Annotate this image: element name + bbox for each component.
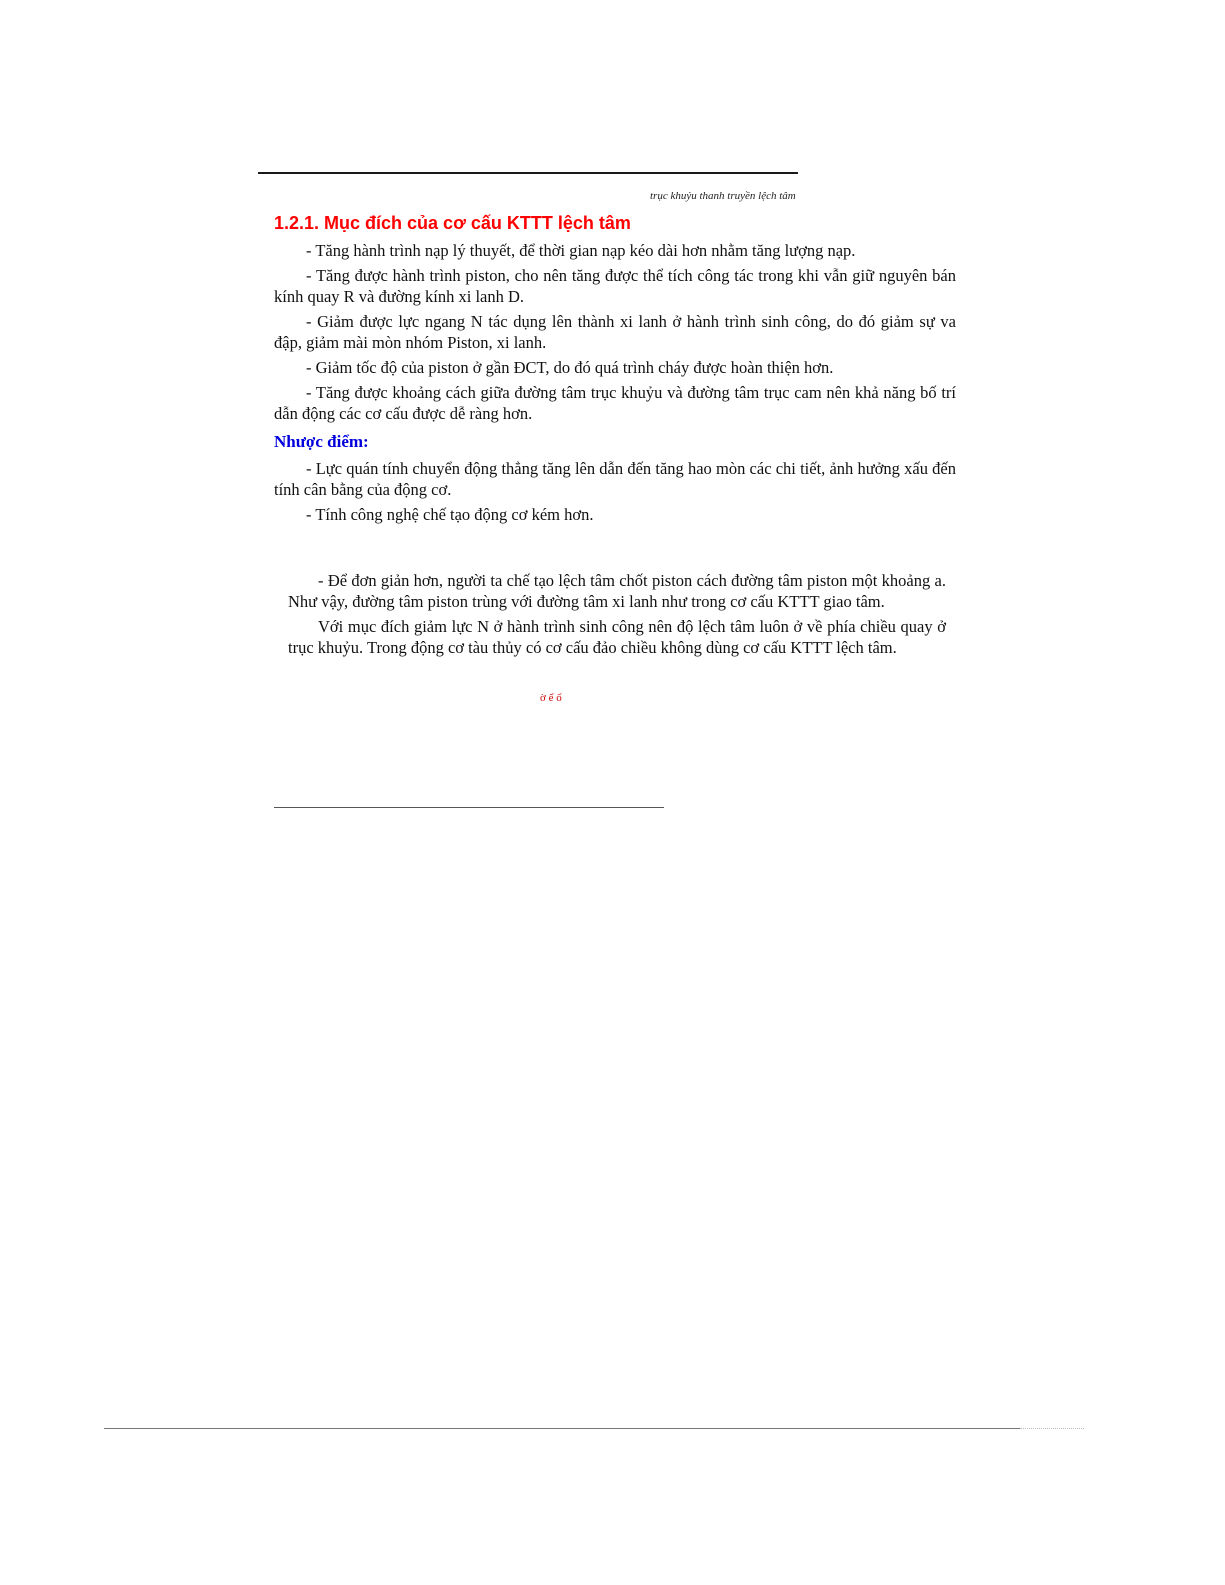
footer-divider-tail xyxy=(1020,1428,1084,1429)
note-paragraph: - Để đơn giản hơn, người ta chế tạo lệch tâm chốt piston cách đường tâm piston một khoảng a. Như vậy, đường tâm piston trùng với đường tâm xi lanh như trong cơ cấu KTTT giao tâm. xyxy=(288,571,946,611)
middle-divider xyxy=(274,807,664,808)
drawbacks-list xyxy=(274,458,956,529)
note-paragraph: Với mục đích giảm lực N ở hành trình sinh công nên độ lệch tâm luôn ở về phía chiều quay ở trục khuỷu. Trong động cơ tàu thủy có cơ cấu đảo chiều không dùng cơ cấu KTTT lệch tâm. xyxy=(288,617,946,657)
red-fragment-text: ờ ể ố xyxy=(540,692,562,704)
caption-fragment-text: trục khuỷu thanh truyền lệch tâm xyxy=(650,190,796,202)
top-divider xyxy=(258,172,798,174)
purpose-item: - Tăng được khoảng cách giữa đường tâm trục khuỷu và đường tâm trục cam nên khả năng bố trí dẫn động các cơ cấu được dễ ràng hơn. xyxy=(274,383,956,423)
drawback-item: - Lực quán tính chuyển động thẳng tăng lên dẫn đến tăng hao mòn các chi tiết, ảnh hưởng xấu đến tính cân bằng của động cơ. xyxy=(274,459,956,499)
section-heading: 1.2.1. Mục đích của cơ cấu KTTT lệch tâm xyxy=(274,213,631,233)
purpose-item: - Tăng được hành trình piston, cho nên tăng được thể tích công tác trong khi vẫn giữ nguyên bán kính quay R và đường kính xi lanh D. xyxy=(274,266,956,306)
note-block xyxy=(288,570,946,662)
drawback-item: - Tính công nghệ chế tạo động cơ kém hơn. xyxy=(306,505,594,524)
purpose-item: - Giảm được lực ngang N tác dụng lên thành xi lanh ở hành trình sinh công, do đó giảm sự va đập, giảm mài mòn nhóm Piston, xi lanh. xyxy=(274,312,956,352)
purpose-item: - Giảm tốc độ của piston ở gần ĐCT, do đó quá trình cháy được hoàn thiện hơn. xyxy=(306,358,834,377)
purpose-item: - Tăng hành trình nạp lý thuyết, để thời gian nạp kéo dài hơn nhằm tăng lượng nạp. xyxy=(306,241,856,260)
purpose-list xyxy=(274,240,956,428)
cut-off-red-text xyxy=(540,692,740,704)
cut-off-figure-caption xyxy=(650,190,880,203)
footer-divider xyxy=(104,1428,1022,1429)
drawbacks-heading: Nhược điểm: xyxy=(274,432,369,451)
